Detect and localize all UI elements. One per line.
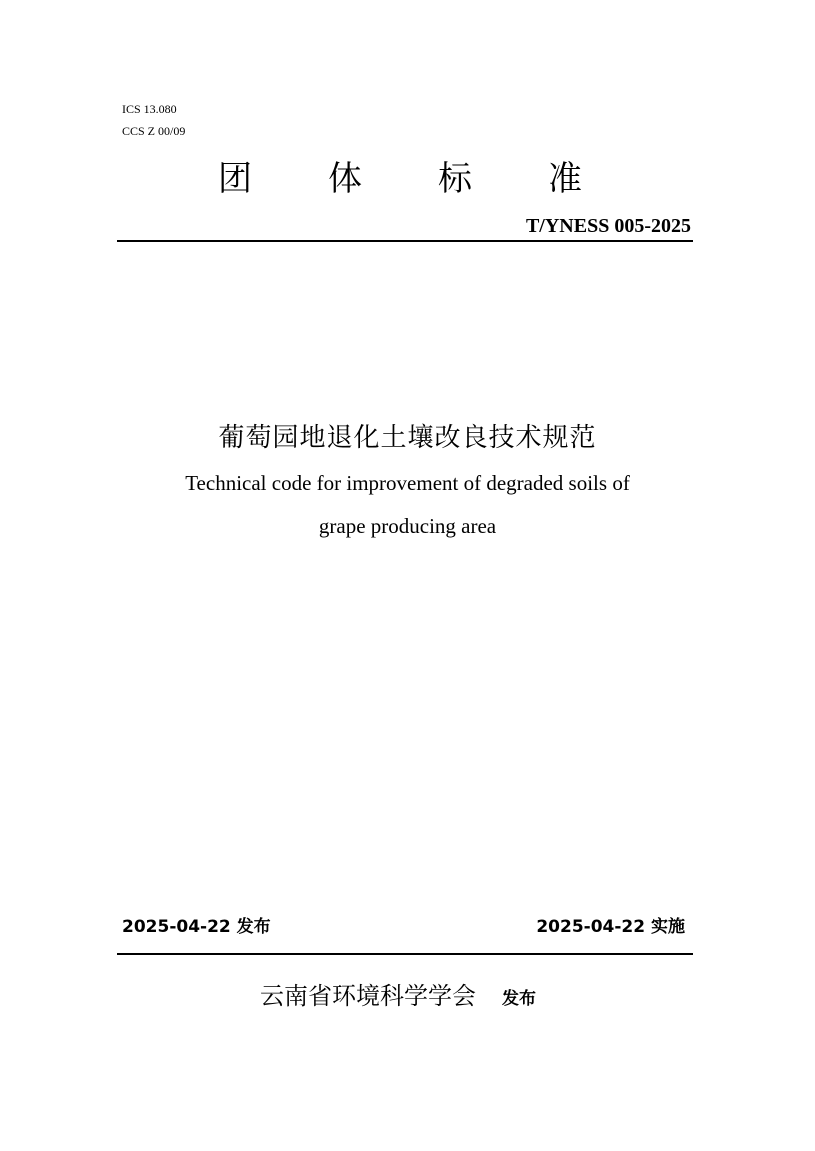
standard-type-char: 标 — [438, 158, 472, 199]
english-title-line-2: grape producing area — [318, 514, 497, 538]
english-title-line-1: Technical code for improvement of degraded soils of — [185, 471, 630, 495]
publisher — [260, 980, 536, 1015]
issue-date: 2025-04-22 发布 — [122, 917, 271, 937]
top-divider — [117, 240, 693, 242]
standard-number: T/YNESS 005-2025 — [525, 215, 691, 237]
implementation-date: 2025-04-22 实施 — [536, 917, 685, 937]
standard-type-char: 准 — [548, 158, 582, 199]
standard-type-heading — [200, 150, 600, 200]
standard-type-char: 体 — [328, 158, 362, 199]
standard-type-char: 团 — [218, 158, 252, 199]
ccs-code: CCS Z 00/09 — [122, 124, 186, 138]
publisher-name: 云南省环境科学学会 — [260, 982, 476, 1010]
bottom-divider — [117, 953, 693, 955]
ics-code: ICS 13.080 — [122, 102, 177, 116]
publisher-suffix: 发布 — [502, 989, 536, 1009]
chinese-title: 葡萄园地退化土壤改良技术规范 — [218, 423, 597, 453]
